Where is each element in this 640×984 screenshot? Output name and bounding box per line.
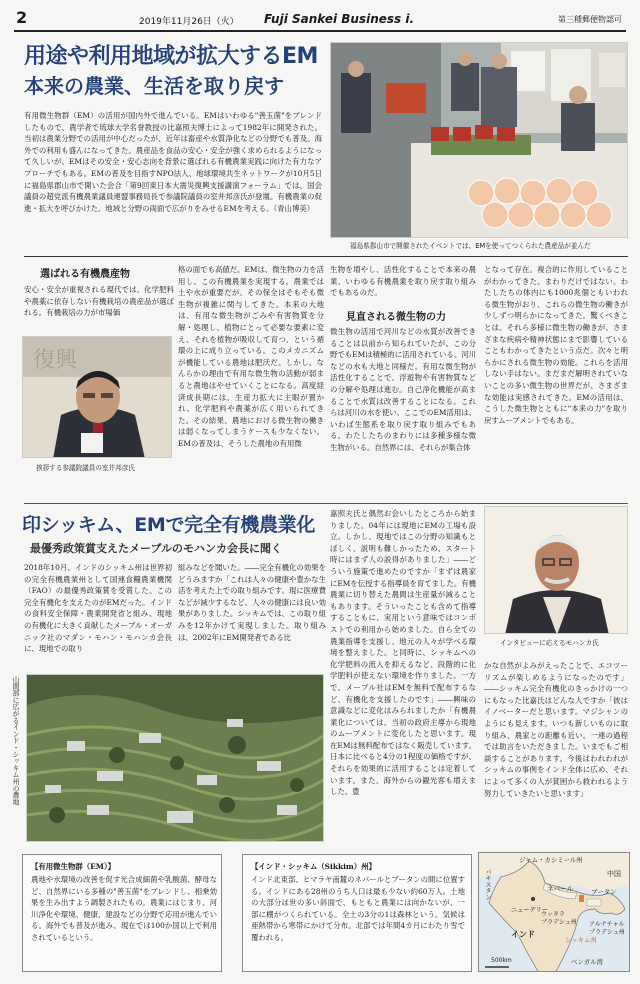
muroi-portrait-caption: 挨拶する参議院議員の室井邦彦氏 [36, 464, 135, 472]
article-separator [24, 503, 628, 504]
map-label-bay-of-bengal: ベンガル湾 [571, 958, 603, 966]
india-map [478, 852, 630, 972]
map-label-india: インド [511, 930, 535, 939]
article1-column4: となって存在。複合的に作用していることがわかってきた。まわりだけではない。わたしたちの体内にも1000兆個ともいわれる微生物がおり、これらの微生物の働きが少しずつ明らかになってきた。驚くべきことは、それら多様に微生物の働きが、さまざまな疾病や精神状態にまで影響していることもわかってきたという点だ。次々と明らかにされる微生物の効能。これらを活用しない手はない。まだまだ解明されていないことの多い微生物の世界だが、さまざまな効能は実感されてきた。EMの活用は、こうした微生物とともに"本来の力"を取り戻すムーブメントでもある。 [484, 265, 628, 425]
article1-divider [24, 256, 628, 257]
svg-text:復興: 復興 [33, 348, 78, 373]
article2-column1: 2018年10月、インドのシッキム州は世界初の完全有機農業州として国連食糧農業機関（FAO）の最優秀政策賞を受賞した。この完全有機化を支えたのがEMだった。インドの食料安全保障・農業開発省と組み、現地の有機化に大きく貢献したメーブル・オーガニック社のマダン・モハン・モハンカ会長に、現地での取り [24, 563, 172, 654]
landscape-photo [26, 674, 324, 842]
map-label-china: 中国 [607, 870, 621, 878]
landscape-photo-illustration [27, 675, 324, 842]
sikkim-glossary-text: インド北東部、ヒマラヤ南麓のネパールとブータンの間に位置する。インドにある28州のうち人口は最も少ない約60万人。土地の大部分は世の多い斜面で、もともと農業には向かないが、一部に棚がつくられている。全土の3分の1は森林という。気候は亜熱帯から寒帯にかけて分布。北部では年間4カ月にわたり雪で覆われる。 [251, 875, 465, 942]
muroi-portrait-photo [22, 336, 172, 458]
article1-column2: 格の面でも高値だ。EMは、微生物の力を活用し、この有機農業を実現する。農業では土や水が重要だが、その保全はそもそも微生物が複雑に関与してきた。本来の大地は、有用な微生物がごみや有害物質を分解・処理し、植物にとって必要な要素に変え、それを植物が吸収して育つ、という循環の上に成り立っている。このメカニズムが機能している農地は肥沃だ。しかし、なんらかの理由で有用な微生物の活動が弱まると農地はやせていくことになる。高度経済成長期には、生産力拡大に主眼が置かれ、化学肥料や農薬が広く用いられてきた。その結果、農地における微生物の働きは弱くなってしまうケースも少なくない。EMの普及は、そうした農地の有用微 [178, 265, 324, 448]
landscape-photo-caption: 山間部に広がるインド・シッキム州の農地 [11, 676, 19, 806]
mohanka-portrait-illustration [485, 507, 628, 634]
article2-headline: 印シッキム、EMで完全有機農業化 [22, 514, 316, 536]
article1-column3-lead: 生物を増やし、活性化することで本来の農業、いわゆる有機農業を取り戻す取り組みでもあるのだ。 [330, 265, 476, 298]
article1-byline: （青山博美） [273, 203, 315, 213]
article1-headline-line2: 本来の農業、生活を取り戻す [24, 74, 284, 98]
article2-column3: 嘉照夫氏と偶然お会いしたところから始まりました。04年には現地にEMの工場も設立。しかし、現地ではこの分野の知識もとぼしく、説明も難しかったため、スタート時にはまず人の説得がありました」――どういう施策で進めたのですか「まずは農家にEMを伝授する指導員を育てました。有機農業に切り替えた農間は生産量が減ることもあります。そういったことも含めて指導することもに、実用という意味ではコンポストでの利用から始めました。自ら全ての農業指導を支援し、地元の人々が学べる環境を整えました。と同時に、シッキムへの化学肥料の流入を抑えるなど、段階的に化学肥料が使えない環境を作りました。一方で、メーブル社はEMを無料で配布するなど、有機化を支援したのです」――興味の意識などに変化はみられましたか「有機農業化については、当初の政府主導から現地のムーブメントに変化したと思います。現在EMは無料配布ではなく販売しています。日本に比べると4分の1程度の価格ですが、それらを効果的に活用することは定着しています。また、海外からの観光客も増えました。豊 [330, 509, 476, 797]
article2-subtitle: 最優秀政策賞支えたメーブルのモハンカ会長に聞く [30, 542, 283, 555]
mohanka-portrait-caption: インタビューに応えるモハンカ氏 [500, 639, 599, 647]
sikkim-glossary-box [242, 854, 472, 972]
muroi-portrait-illustration [23, 337, 172, 458]
newspaper-brand: Fuji Sankei Business i. [264, 12, 415, 26]
market-photo-illustration [331, 43, 628, 238]
map-label-kashmir: ジャム・カシミール州 [519, 856, 583, 864]
article1-headline-line1: 用途や利用地域が拡大するEM [24, 44, 318, 69]
issue-date: 2019年11月26日（火） [139, 17, 239, 27]
market-photo-caption: 福島県郡山市で開催されたイベントでは、EMを使ってつくられた農産品が並んだ [350, 242, 591, 250]
section2-title: 見直される微生物の力 [346, 312, 446, 323]
section2-text: 微生物の活用で河川などの水質が改善できることは以前から知られていたが、この分野でもEMは積極的に活用されている。河川などの水も大地と同様だ。有用な微生物が活性化することで、浮遊物や有害物質などの分解や処理は進む。自己浄化機能が高まることで水質は改善することになる。これらは河川の水を使い、ここでのEM活用は、いわば生態系を取り戻す取り組みでもある。わたしたちのまわりには多種多様な微生物がいる。自然界には、それらが集合体 [330, 327, 476, 452]
article2-column4: かな自然がよみがえったことで、エコツーリズムが楽しめるようになったのです」――シッキム完全有機化のきっかけの一つにもなった比嘉氏はどんな人ですか「彼はイノベーターだと思います。マジシャンのようにも見えます。いつも新しいものに取り組み、農家との距離も近い。一連の過程では助言をいただきました。いまでもご相談することがあります。今後はわれわれがシッキムの事例をインド全体に広め、それによって多くの人が貧困から救われるよう努力していきたいと思います」 [484, 661, 628, 798]
map-label-pakistan: パキスタン [484, 869, 491, 900]
section1-text: 安心・安全が重視される現代では、化学肥料や農薬に依存しない有機栽培の農産品が選ばれる。有機栽培の力が市場価 [24, 285, 174, 318]
map-label-nepal: ネパール [547, 885, 574, 893]
market-photo [330, 42, 628, 238]
article1-lead: 有用微生物群（EM）の活用が国内外で進んでいる。EMはいわゆる"善玉菌"をブレンドしたもので、農学者で琉球大学名誉教授の比嘉照夫博士によって1982年に開発された。当初は農業分野での活用が中心だったが、近年は畜産や水質浄化などの分野でも普及。海外での利用も盛んになってきた。農産品を食品の安心・安全が強く求められるようになって久しいが、EMはその安全・安心志向を背景に選ばれる有機農業実践に向けた有力なアプローチでもある。EMの普及を目指すNPO法人、地球環境共生ネットワークが10月5日に福島県郡山市で開いた会合「第9回東日本大震災復興支援講演フォーラム」では、国会議員の超党派有機農業議員連盟事務局長で参議院議員の室井邦彦氏が登壇。有機農業の促進・拡大を呼びかけた。地域と分野の両面で広がりをみせるEMを考える。（青山博美） [24, 111, 322, 213]
map-label-sikkim: シッキム州 [565, 936, 597, 944]
page-number: 2 [16, 8, 28, 27]
mohanka-portrait-photo [484, 506, 628, 634]
section1-title: 選ばれる有機農産物 [40, 269, 130, 280]
map-label-bhutan: ブータン [591, 888, 617, 896]
em-glossary-title: 【有用微生物群（EM）】 [31, 862, 116, 871]
map-label-new-delhi: ニューデリー [511, 907, 549, 914]
map-label-uttar-pradesh: ウッタラ プラデシュ州 [541, 911, 577, 926]
article1-headline [24, 42, 324, 100]
article2-column2: 組みなどを聞いた。――完全有機化の効果をどうみますか「これは人々の健康や豊かな生活を考えた上での取り組みです。現に医療費などが減少するなど、人々の健康には良い効果がありました。シッキムでは、この取り組みを12年かけて実現しました。取り組みは、2002年にEM開発者である比 [178, 563, 326, 642]
em-glossary-box [22, 854, 222, 972]
page-header [14, 8, 626, 32]
em-glossary-text: 農地や水環境の改善を促す光合成細菌や乳酸菌、酵母など、自然界にいる多種の"善玉菌"をブレンドし、相乗効果を生み出すよう調製されたもの。農業にはじまり、河川浄化や環境、健康、建設などの分野で応用が進んでいる。海外でも普及が進み、現在では100か国以上で利用されているという。 [31, 875, 217, 942]
map-scale: 500km [491, 957, 512, 964]
map-label-arunachal: アルナチャル プラデシュ州 [589, 921, 625, 936]
sikkim-glossary-title: 【インド・シッキム（Sikkim）州】 [251, 862, 376, 871]
mail-class: 第三種郵便物認可 [558, 15, 622, 24]
